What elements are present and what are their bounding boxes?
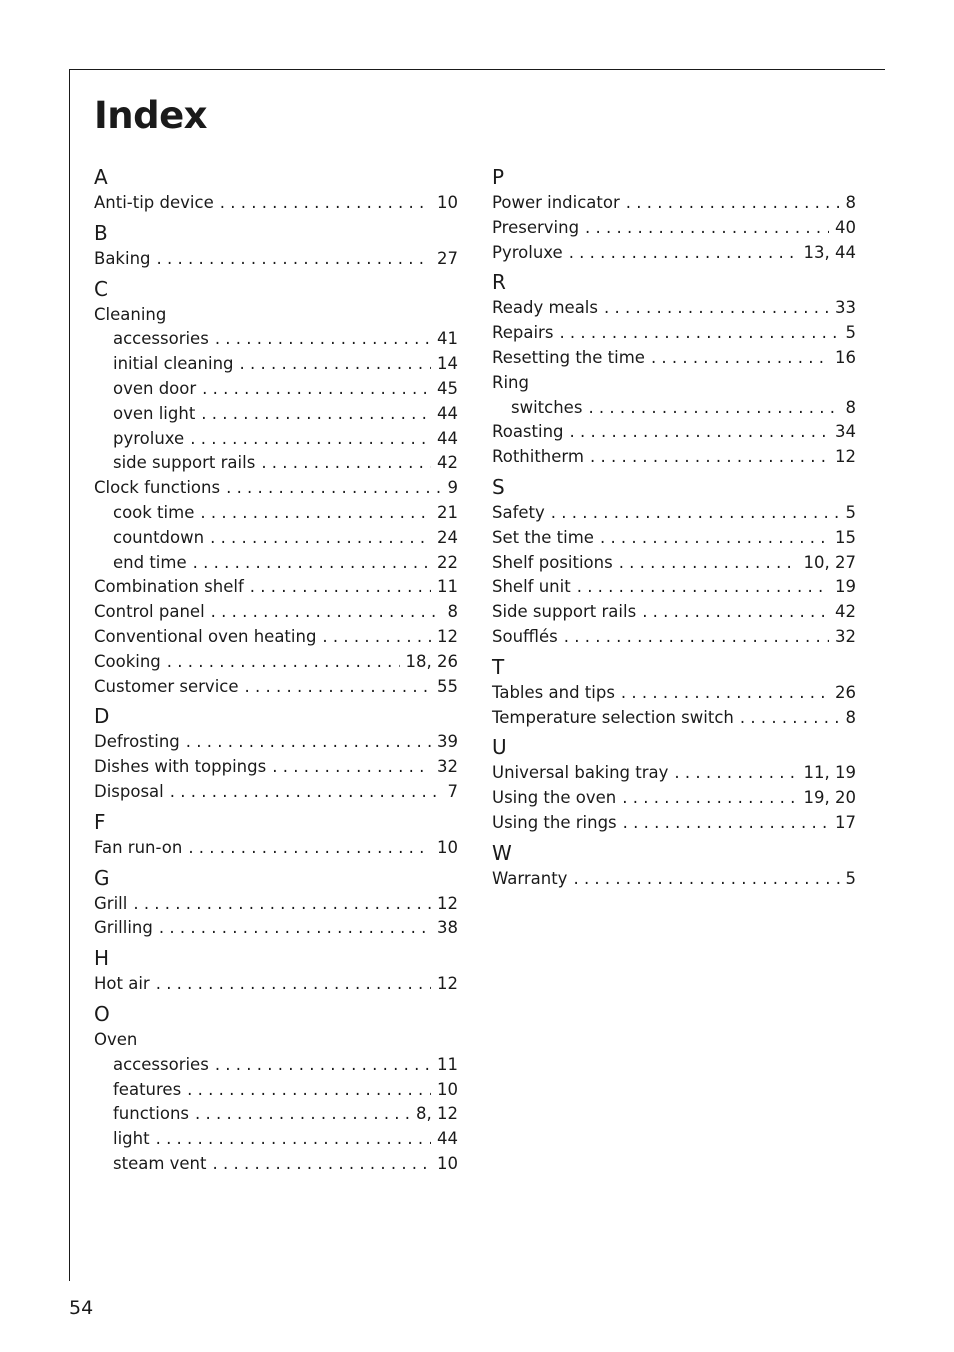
page-number: 54 bbox=[69, 1297, 94, 1319]
dot-leader bbox=[213, 1152, 432, 1177]
entry-pages: 12 bbox=[835, 447, 856, 467]
entry-term: Cleaning bbox=[94, 304, 167, 324]
entry-term: light bbox=[113, 1129, 150, 1149]
entry-pages: 11, 19 bbox=[803, 763, 856, 783]
index-entry bbox=[492, 600, 856, 625]
dot-leader bbox=[626, 191, 840, 216]
entry-pages: 45 bbox=[437, 378, 458, 398]
dot-leader bbox=[187, 1078, 431, 1103]
index-section-g bbox=[94, 861, 458, 942]
entry-pages: 10 bbox=[437, 837, 458, 857]
entry-term: Cooking bbox=[94, 651, 161, 671]
entry-term: Temperature selection switch bbox=[492, 707, 734, 727]
entry-pages: 8 bbox=[845, 397, 856, 417]
entry-pages: 10, 27 bbox=[803, 552, 856, 572]
entry-term: oven door bbox=[113, 378, 197, 398]
index-section-s bbox=[492, 470, 856, 650]
dot-leader bbox=[674, 761, 797, 786]
entry-term: side support rails bbox=[113, 453, 256, 473]
entry-term: oven light bbox=[113, 403, 196, 423]
entry-term: Combination shelf bbox=[94, 577, 244, 597]
dot-leader bbox=[272, 755, 431, 780]
entry-pages: 33 bbox=[835, 298, 856, 318]
dot-leader bbox=[226, 476, 441, 501]
index-entry bbox=[94, 625, 458, 650]
entry-pages: 8 bbox=[845, 193, 856, 212]
dot-leader bbox=[157, 247, 431, 272]
dot-leader bbox=[623, 811, 829, 836]
dot-leader bbox=[577, 575, 829, 600]
dot-leader bbox=[210, 526, 431, 551]
dot-leader bbox=[186, 730, 431, 755]
dot-leader bbox=[195, 1102, 410, 1127]
dot-leader bbox=[220, 191, 431, 216]
dot-leader bbox=[215, 1053, 431, 1078]
index-entry bbox=[492, 241, 856, 266]
entry-term: Set the time bbox=[492, 527, 594, 547]
entry-pages: 39 bbox=[437, 732, 458, 752]
index-section-a bbox=[94, 160, 458, 216]
index-column-left bbox=[94, 160, 458, 1177]
entry-pages: 44 bbox=[437, 403, 458, 423]
entry-term: switches bbox=[511, 397, 583, 417]
index-entry bbox=[492, 786, 856, 811]
section-letter: F bbox=[94, 809, 106, 834]
entry-term: Ready meals bbox=[492, 298, 598, 318]
section-letter: P bbox=[492, 165, 505, 189]
entry-pages: 18, 26 bbox=[405, 651, 458, 671]
index-entry bbox=[492, 575, 856, 600]
index-entry bbox=[492, 191, 856, 216]
index-entry bbox=[492, 346, 856, 371]
entry-term: Anti-tip device bbox=[94, 193, 214, 212]
entry-term: Shelf positions bbox=[492, 552, 613, 572]
dot-leader bbox=[569, 241, 798, 266]
top-rule bbox=[69, 69, 885, 70]
dot-leader bbox=[190, 427, 431, 452]
entry-pages: 19 bbox=[835, 577, 856, 597]
entry-term: Clock functions bbox=[94, 478, 221, 498]
dot-leader bbox=[573, 867, 839, 892]
index-entry bbox=[492, 321, 856, 346]
entry-term: Soufflés bbox=[492, 626, 558, 646]
dot-leader bbox=[559, 321, 839, 346]
index-column-right bbox=[492, 160, 856, 892]
index-entry bbox=[94, 600, 458, 625]
entry-term: Tables and tips bbox=[492, 682, 615, 702]
dot-leader bbox=[188, 836, 431, 861]
index-entry bbox=[492, 625, 856, 650]
entry-pages: 14 bbox=[437, 354, 458, 374]
dot-leader bbox=[622, 786, 797, 811]
index-entry bbox=[94, 575, 458, 600]
entry-pages: 11 bbox=[437, 1054, 458, 1074]
index-section-d bbox=[94, 699, 458, 804]
entry-pages: 7 bbox=[447, 781, 458, 801]
index-entry bbox=[94, 476, 458, 501]
section-letter: O bbox=[94, 1001, 110, 1026]
entry-term: Using the rings bbox=[492, 812, 617, 832]
index-section-h bbox=[94, 941, 458, 997]
dot-leader bbox=[201, 402, 431, 427]
entry-term: cook time bbox=[113, 502, 195, 522]
dot-leader bbox=[202, 377, 431, 402]
entry-term: end time bbox=[113, 552, 187, 572]
entry-term: Grill bbox=[94, 893, 128, 913]
index-subentry bbox=[94, 526, 458, 551]
entry-pages: 24 bbox=[437, 527, 458, 547]
entry-term: Hot air bbox=[94, 974, 150, 994]
dot-leader bbox=[159, 916, 431, 941]
dot-leader bbox=[564, 625, 829, 650]
index-subentry bbox=[94, 451, 458, 476]
entry-term: Safety bbox=[492, 502, 545, 522]
entry-term: Preserving bbox=[492, 217, 580, 237]
index-entry bbox=[94, 303, 458, 328]
entry-pages: 42 bbox=[437, 453, 458, 473]
dot-leader bbox=[215, 327, 431, 352]
entry-term: Control panel bbox=[94, 602, 205, 622]
index-section-f bbox=[94, 805, 458, 861]
section-letter: S bbox=[492, 474, 505, 499]
index-subentry bbox=[94, 1053, 458, 1078]
index-entry bbox=[94, 755, 458, 780]
entry-pages: 40 bbox=[835, 217, 856, 237]
entry-term: Pyroluxe bbox=[492, 242, 563, 262]
entry-pages: 10 bbox=[437, 1153, 458, 1173]
entry-pages: 26 bbox=[835, 682, 856, 702]
section-letter: U bbox=[492, 735, 507, 760]
entry-term: pyroluxe bbox=[113, 428, 185, 448]
dot-leader bbox=[585, 216, 829, 241]
index-entry bbox=[94, 972, 458, 997]
dot-leader bbox=[604, 296, 829, 321]
index-entry bbox=[94, 730, 458, 755]
dot-leader bbox=[245, 675, 432, 700]
entry-pages: 42 bbox=[835, 602, 856, 622]
index-entry bbox=[492, 811, 856, 836]
entry-pages: 32 bbox=[437, 757, 458, 777]
entry-pages: 8, 12 bbox=[416, 1104, 458, 1124]
entry-pages: 12 bbox=[437, 626, 458, 646]
dot-leader bbox=[156, 972, 431, 997]
dot-leader bbox=[590, 445, 829, 470]
entry-term: Repairs bbox=[492, 323, 554, 343]
entry-term: functions bbox=[113, 1104, 189, 1124]
entry-pages: 5 bbox=[845, 868, 856, 888]
entry-pages: 8 bbox=[845, 707, 856, 727]
entry-term: Resetting the time bbox=[492, 347, 645, 367]
entry-pages: 15 bbox=[835, 527, 856, 547]
index-subentry bbox=[94, 1127, 458, 1152]
entry-term: Warranty bbox=[492, 868, 568, 888]
entry-pages: 44 bbox=[437, 428, 458, 448]
dot-leader bbox=[167, 650, 400, 675]
index-section-p bbox=[492, 160, 856, 265]
dot-leader bbox=[551, 501, 840, 526]
entry-pages: 19, 20 bbox=[803, 788, 856, 808]
entry-pages: 13, 44 bbox=[803, 242, 856, 262]
entry-pages: 9 bbox=[447, 478, 458, 498]
entry-term: countdown bbox=[113, 527, 205, 547]
section-letter: B bbox=[94, 220, 108, 245]
entry-pages: 5 bbox=[845, 502, 856, 522]
index-entry bbox=[492, 526, 856, 551]
entry-term: Shelf unit bbox=[492, 577, 571, 597]
index-section-c bbox=[94, 272, 458, 700]
dot-leader bbox=[740, 706, 840, 731]
entry-pages: 22 bbox=[437, 552, 458, 572]
entry-pages: 5 bbox=[845, 323, 856, 343]
dot-leader bbox=[156, 1127, 431, 1152]
entry-pages: 12 bbox=[437, 893, 458, 913]
index-subentry bbox=[94, 402, 458, 427]
dot-leader bbox=[211, 600, 442, 625]
entry-term: Defrosting bbox=[94, 732, 180, 752]
entry-term: Power indicator bbox=[492, 193, 620, 212]
dot-leader bbox=[651, 346, 829, 371]
entry-pages: 11 bbox=[437, 577, 458, 597]
index-entry bbox=[94, 675, 458, 700]
index-section-r bbox=[492, 265, 856, 470]
index-subentry bbox=[94, 1102, 458, 1127]
section-letter: R bbox=[492, 270, 506, 295]
dot-leader bbox=[133, 892, 431, 917]
entry-term: Conventional oven heating bbox=[94, 626, 317, 646]
entry-pages: 16 bbox=[835, 347, 856, 367]
page-title: Index bbox=[94, 94, 208, 137]
index-section-b bbox=[94, 216, 458, 272]
entry-pages: 8 bbox=[447, 602, 458, 622]
index-section-o bbox=[94, 997, 458, 1177]
entry-pages: 12 bbox=[437, 974, 458, 994]
index-subentry bbox=[94, 501, 458, 526]
index-subentry bbox=[94, 1078, 458, 1103]
entry-term: Universal baking tray bbox=[492, 763, 669, 783]
dot-leader bbox=[193, 551, 431, 576]
section-letter: C bbox=[94, 276, 108, 301]
entry-pages: 38 bbox=[437, 918, 458, 938]
index-entry bbox=[94, 836, 458, 861]
entry-pages: 34 bbox=[835, 422, 856, 442]
index-subentry bbox=[94, 327, 458, 352]
index-entry bbox=[94, 650, 458, 675]
dot-leader bbox=[322, 625, 431, 650]
entry-term: Customer service bbox=[94, 676, 239, 696]
index-subentry bbox=[94, 427, 458, 452]
index-entry bbox=[492, 216, 856, 241]
entry-term: Rothitherm bbox=[492, 447, 584, 467]
dot-leader bbox=[621, 681, 829, 706]
entry-term: accessories bbox=[113, 1054, 209, 1074]
index-entry bbox=[492, 551, 856, 576]
entry-pages: 44 bbox=[437, 1129, 458, 1149]
entry-term: Using the oven bbox=[492, 788, 617, 808]
index-entry bbox=[94, 247, 458, 272]
dot-leader bbox=[250, 575, 431, 600]
index-subentry bbox=[94, 377, 458, 402]
index-entry bbox=[492, 445, 856, 470]
dot-leader bbox=[642, 600, 829, 625]
entry-term: initial cleaning bbox=[113, 354, 234, 374]
entry-term: Fan run-on bbox=[94, 837, 183, 857]
index-entry bbox=[492, 501, 856, 526]
index-entry bbox=[94, 1028, 458, 1053]
section-letter: H bbox=[94, 946, 110, 971]
dot-leader bbox=[170, 780, 442, 805]
index-subentry bbox=[94, 352, 458, 377]
index-section-t bbox=[492, 650, 856, 731]
index-subentry bbox=[94, 551, 458, 576]
entry-term: features bbox=[113, 1079, 182, 1099]
index-entry bbox=[492, 681, 856, 706]
left-rule bbox=[69, 69, 70, 1281]
entry-pages: 21 bbox=[437, 502, 458, 522]
index-entry bbox=[492, 867, 856, 892]
entry-term: Side support rails bbox=[492, 602, 637, 622]
section-letter: G bbox=[94, 865, 110, 890]
index-entry bbox=[94, 916, 458, 941]
entry-pages: 10 bbox=[437, 1079, 458, 1099]
entry-term: Oven bbox=[94, 1029, 138, 1049]
dot-leader bbox=[619, 551, 798, 576]
index-entry bbox=[492, 761, 856, 786]
entry-term: Roasting bbox=[492, 422, 564, 442]
dot-leader bbox=[200, 501, 431, 526]
section-letter: T bbox=[492, 654, 505, 679]
section-letter: W bbox=[492, 840, 512, 865]
entry-pages: 10 bbox=[437, 193, 458, 212]
entry-term: Baking bbox=[94, 248, 151, 268]
entry-pages: 27 bbox=[437, 248, 458, 268]
entry-term: Grilling bbox=[94, 918, 153, 938]
index-entry bbox=[492, 371, 856, 396]
dot-leader bbox=[600, 526, 829, 551]
entry-term: Ring bbox=[492, 372, 529, 392]
entry-term: Disposal bbox=[94, 781, 164, 801]
entry-term: Dishes with toppings bbox=[94, 757, 267, 777]
index-entry bbox=[492, 706, 856, 731]
dot-leader bbox=[240, 352, 431, 377]
section-letter: D bbox=[94, 704, 110, 729]
entry-pages: 32 bbox=[835, 626, 856, 646]
dot-leader bbox=[261, 451, 431, 476]
dot-leader bbox=[570, 420, 829, 445]
index-entry bbox=[492, 296, 856, 321]
entry-term: steam vent bbox=[113, 1153, 207, 1173]
entry-pages: 55 bbox=[437, 676, 458, 696]
index-subentry bbox=[94, 1152, 458, 1177]
index-entry bbox=[94, 780, 458, 805]
index-subentry bbox=[492, 396, 856, 421]
dot-leader bbox=[588, 396, 839, 421]
index-entry bbox=[94, 892, 458, 917]
index-section-w bbox=[492, 836, 856, 892]
index-entry bbox=[492, 420, 856, 445]
entry-pages: 41 bbox=[437, 329, 458, 349]
entry-term: accessories bbox=[113, 329, 209, 349]
index-section-u bbox=[492, 730, 856, 835]
entry-pages: 17 bbox=[835, 812, 856, 832]
index-entry bbox=[94, 191, 458, 216]
section-letter: A bbox=[94, 165, 108, 189]
